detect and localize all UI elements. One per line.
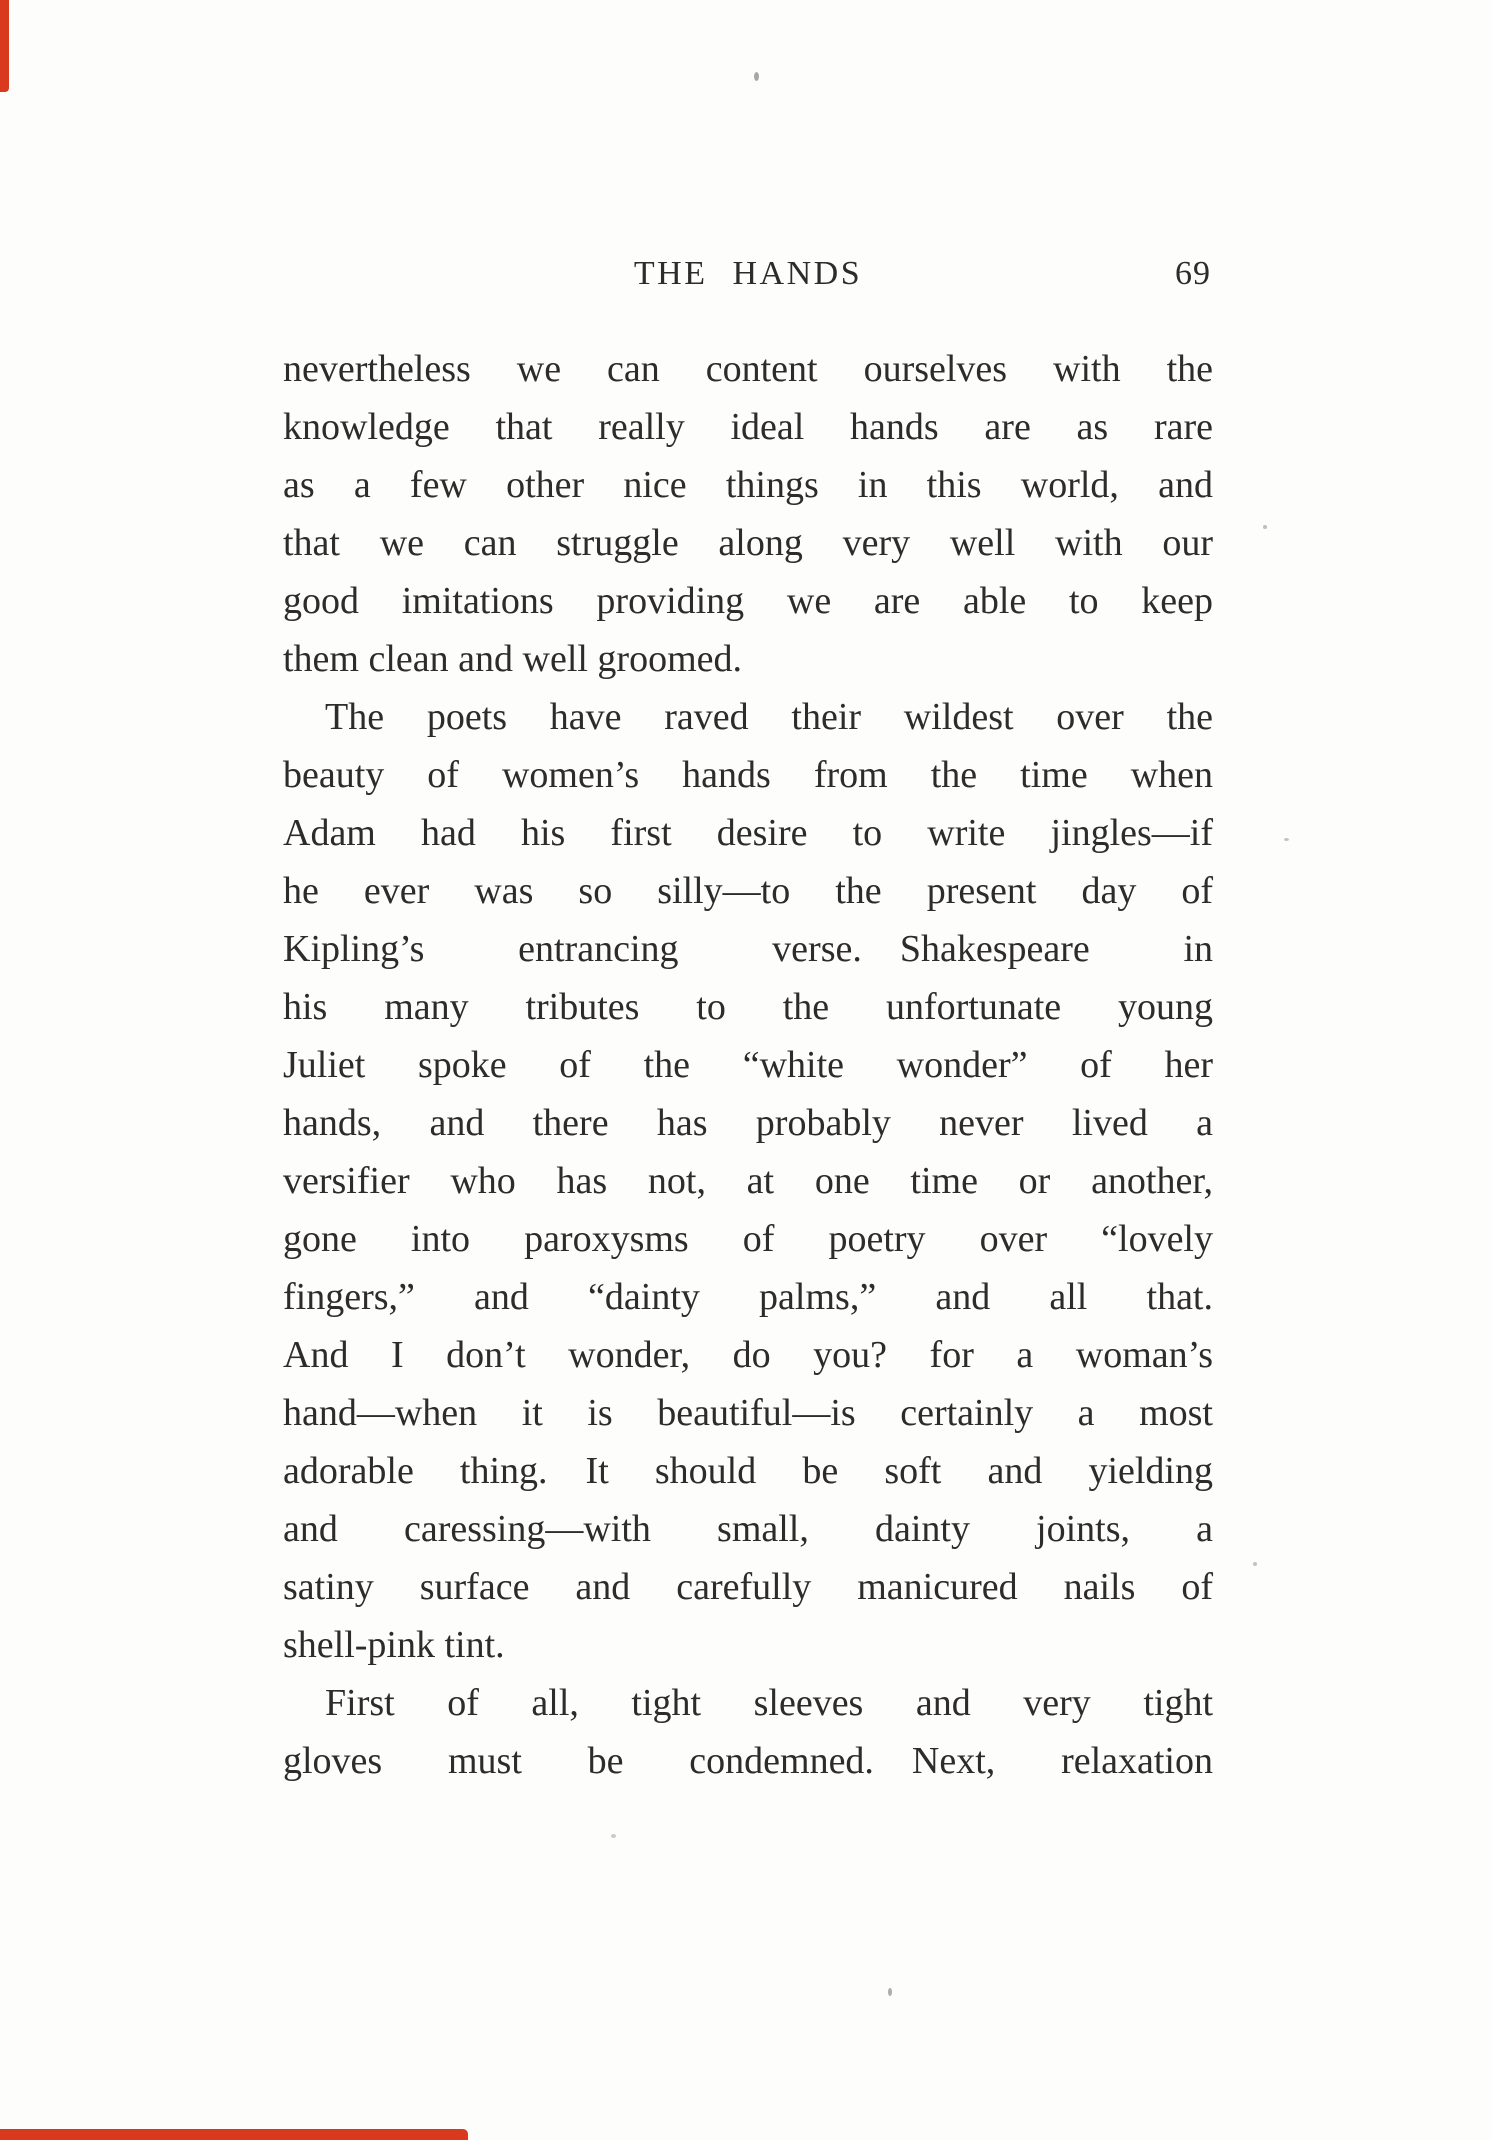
text-line: shell-pink tint.	[283, 1624, 505, 1666]
paragraph	[283, 340, 1213, 688]
text-line: gloves must be condemned. Next, relaxation	[283, 1740, 1213, 1782]
scan-artifact-red-edge-bottom-left	[0, 2129, 468, 2140]
text-line: hand—when it is beautiful—is certainly a most	[283, 1392, 1213, 1434]
page-content	[283, 252, 1213, 1790]
text-line: First of all, tight sleeves and very tight	[325, 1682, 1213, 1724]
running-header	[283, 252, 1213, 296]
scan-speck	[1284, 838, 1289, 841]
paragraph	[283, 1674, 1213, 1790]
text-line: as a few other nice things in this world, and	[283, 464, 1213, 506]
text-line: satiny surface and carefully manicured nails of	[283, 1566, 1213, 1608]
text-line: and caressing—with small, dainty joints, a	[283, 1508, 1213, 1550]
text-line: And I don’t wonder, do you? for a woman’s	[283, 1334, 1213, 1376]
paragraph	[283, 688, 1213, 1674]
text-line: gone into paroxysms of poetry over “lovely	[283, 1218, 1213, 1260]
scan-artifact-red-edge-top-left	[0, 0, 9, 92]
text-line: versifier who has not, at one time or another,	[283, 1160, 1213, 1202]
text-line: Kipling’s entrancing verse. Shakespeare in	[283, 928, 1213, 970]
scan-speck	[1253, 1562, 1257, 1566]
text-line: that we can struggle along very well with our	[283, 522, 1213, 564]
scan-speck	[611, 1834, 616, 1838]
scan-speck	[888, 1988, 892, 1996]
text-line: hands, and there has probably never lived a	[283, 1102, 1213, 1144]
text-line: good imitations providing we are able to keep	[283, 580, 1213, 622]
text-line: Adam had his first desire to write jingles—if	[283, 812, 1213, 854]
text-line: fingers,” and “dainty palms,” and all that.	[283, 1276, 1213, 1318]
scan-speck	[1263, 525, 1267, 529]
text-line: he ever was so silly—to the present day of	[283, 870, 1213, 912]
text-line: them clean and well groomed.	[283, 638, 743, 680]
text-block	[283, 340, 1213, 1790]
text-line: nevertheless we can content ourselves with the	[283, 348, 1213, 390]
text-line: knowledge that really ideal hands are as rare	[283, 406, 1213, 448]
scan-speck	[754, 72, 759, 81]
text-line: The poets have raved their wildest over the	[325, 696, 1213, 738]
page-number: 69	[1175, 255, 1211, 292]
text-line: Juliet spoke of the “white wonder” of her	[283, 1044, 1213, 1086]
text-line: his many tributes to the unfortunate young	[283, 986, 1213, 1028]
page-title: THE HANDS	[633, 255, 863, 292]
text-line: adorable thing. It should be soft and yielding	[283, 1450, 1213, 1492]
text-line: beauty of women’s hands from the time when	[283, 754, 1213, 796]
